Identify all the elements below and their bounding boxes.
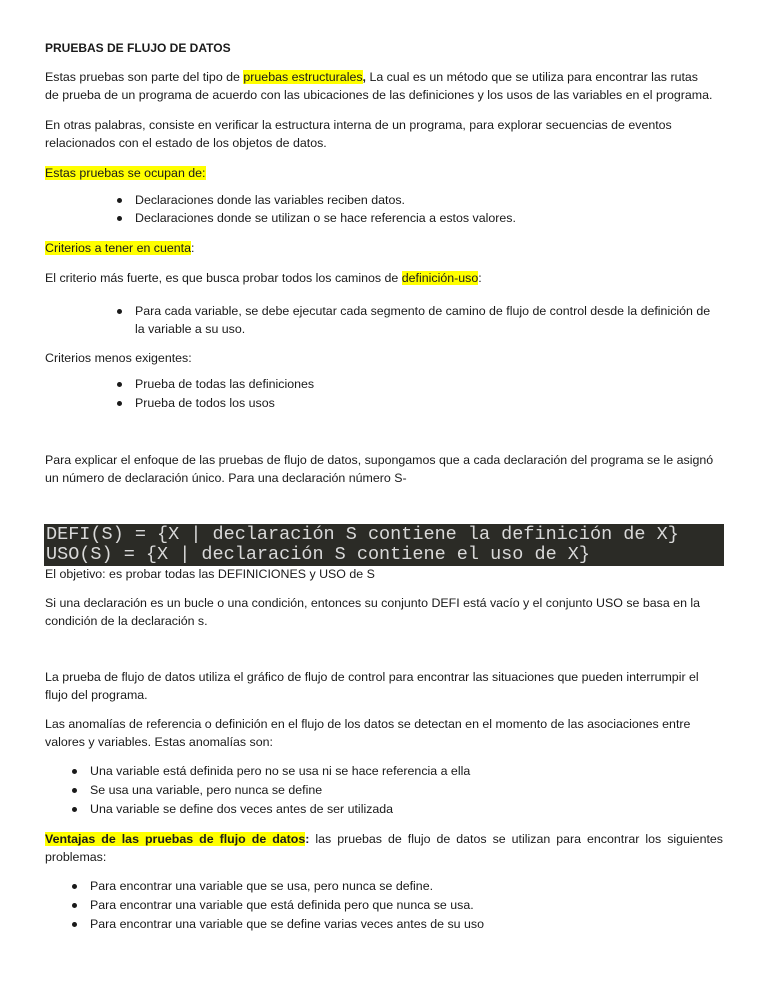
intro-line-2: de prueba de un programa de acuerdo con las ubicaciones de las definiciones y los usos de las variables en el programa. <box>45 88 713 102</box>
bullet-icon <box>72 884 77 889</box>
highlight-criteria-heading: Criterios a tener en cuenta <box>45 241 192 255</box>
list-item: Prueba de todos los usos <box>135 396 275 410</box>
highlight-advantages-heading: Ventajas de las pruebas de flujo de datos <box>45 832 306 846</box>
bullet-icon <box>117 216 122 221</box>
code-line-defi: DEFI(S) = {X | declaración S contiene la definición de X} <box>46 524 679 545</box>
list-item: Para encontrar una variable que se usa, pero nunca se define. <box>90 879 434 893</box>
list-item: Se usa una variable, pero nunca se define <box>90 783 323 797</box>
loop-condition-line-2: condición de la declaración s. <box>45 614 208 628</box>
bullet-icon <box>72 788 77 793</box>
highlight-concerns-heading: Estas pruebas se ocupan de: <box>45 166 206 180</box>
bullet-icon <box>72 807 77 812</box>
concerns-heading <box>45 165 206 181</box>
criteria-colon: : <box>191 241 195 255</box>
list-item: Una variable está definida pero no se usa ni se hace referencia a ella <box>90 764 471 778</box>
control-flow-line-1: La prueba de flujo de datos utiliza el gráfico de flujo de control para encontrar las situaciones que pueden interrumpir el <box>45 670 699 684</box>
bullet-icon <box>117 198 122 203</box>
list-item: Prueba de todas las definiciones <box>135 377 315 391</box>
highlight-pruebas-estructurales: pruebas estructurales <box>243 70 363 84</box>
bullet-icon <box>117 382 122 387</box>
other-words-line-1: En otras palabras, consiste en verificar la estructura interna de un programa, para explorar secuencias de eventos <box>45 118 672 132</box>
anomalies-line-2: valores y variables. Estas anomalías son: <box>45 735 273 749</box>
list-item-continuation: la variable a su uso. <box>135 322 246 336</box>
list-item: Para encontrar una variable que se define varias veces antes de su uso <box>90 917 484 931</box>
approach-line-2: un número de declaración único. Para una declaración número S- <box>45 471 407 485</box>
strong-criterion <box>45 270 482 286</box>
list-item: Para cada variable, se debe ejecutar cada segmento de camino de flujo de control desde la definición de <box>135 304 711 318</box>
advantages-text: las pruebas de flujo de datos se utilizan para encontrar los siguientes <box>309 832 723 846</box>
bullet-icon <box>117 309 122 314</box>
code-block <box>44 524 724 566</box>
advantages-line-2: problemas: <box>45 850 107 864</box>
highlight-definicion-uso: definición-uso <box>401 271 479 285</box>
intro-comma: , <box>362 70 366 84</box>
lesser-criteria-heading: Criterios menos exigentes: <box>45 351 192 365</box>
intro-line-1 <box>45 69 698 85</box>
criteria-heading <box>45 240 194 256</box>
bullet-icon <box>117 401 122 406</box>
approach-line-1: Para explicar el enfoque de las pruebas de flujo de datos, supongamos que a cada declaración del programa se le asignó <box>45 453 714 467</box>
intro-text: Estas pruebas son parte del tipo de <box>45 70 244 84</box>
anomalies-line-1: Las anomalías de referencia o definición en el flujo de los datos se detectan en el momento de las asociaciones entre <box>45 717 691 731</box>
bullet-icon <box>72 922 77 927</box>
list-item: Para encontrar una variable que está definida pero que nunca se usa. <box>90 898 474 912</box>
other-words-line-2: relacionados con el estado de los objetos de datos. <box>45 136 327 150</box>
advantages-line-1 <box>45 831 723 847</box>
loop-condition-line-1: Si una declaración es un bucle o una condición, entonces su conjunto DEFI está vacío y el conjunto USO se basa en la <box>45 596 701 610</box>
strong-criterion-colon: : <box>478 271 482 285</box>
intro-text-post: La cual es un método que se utiliza para encontrar las rutas <box>366 70 698 84</box>
list-item: Declaraciones donde se utilizan o se hace referencia a estos valores. <box>135 211 516 225</box>
advantages-colon: : <box>305 832 310 846</box>
strong-criterion-text: El criterio más fuerte, es que busca probar todos los caminos de <box>45 271 402 285</box>
list-item: Declaraciones donde las variables reciben datos. <box>135 193 405 207</box>
document-title: PRUEBAS DE FLUJO DE DATOS <box>45 41 231 55</box>
bullet-icon <box>72 769 77 774</box>
bullet-icon <box>72 903 77 908</box>
code-line-uso: USO(S) = {X | declaración S contiene el uso de X} <box>46 544 590 565</box>
control-flow-line-2: flujo del programa. <box>45 688 148 702</box>
list-item: Una variable se define dos veces antes de ser utilizada <box>90 802 394 816</box>
objective: El objetivo: es probar todas las DEFINICIONES y USO de S <box>45 567 375 581</box>
